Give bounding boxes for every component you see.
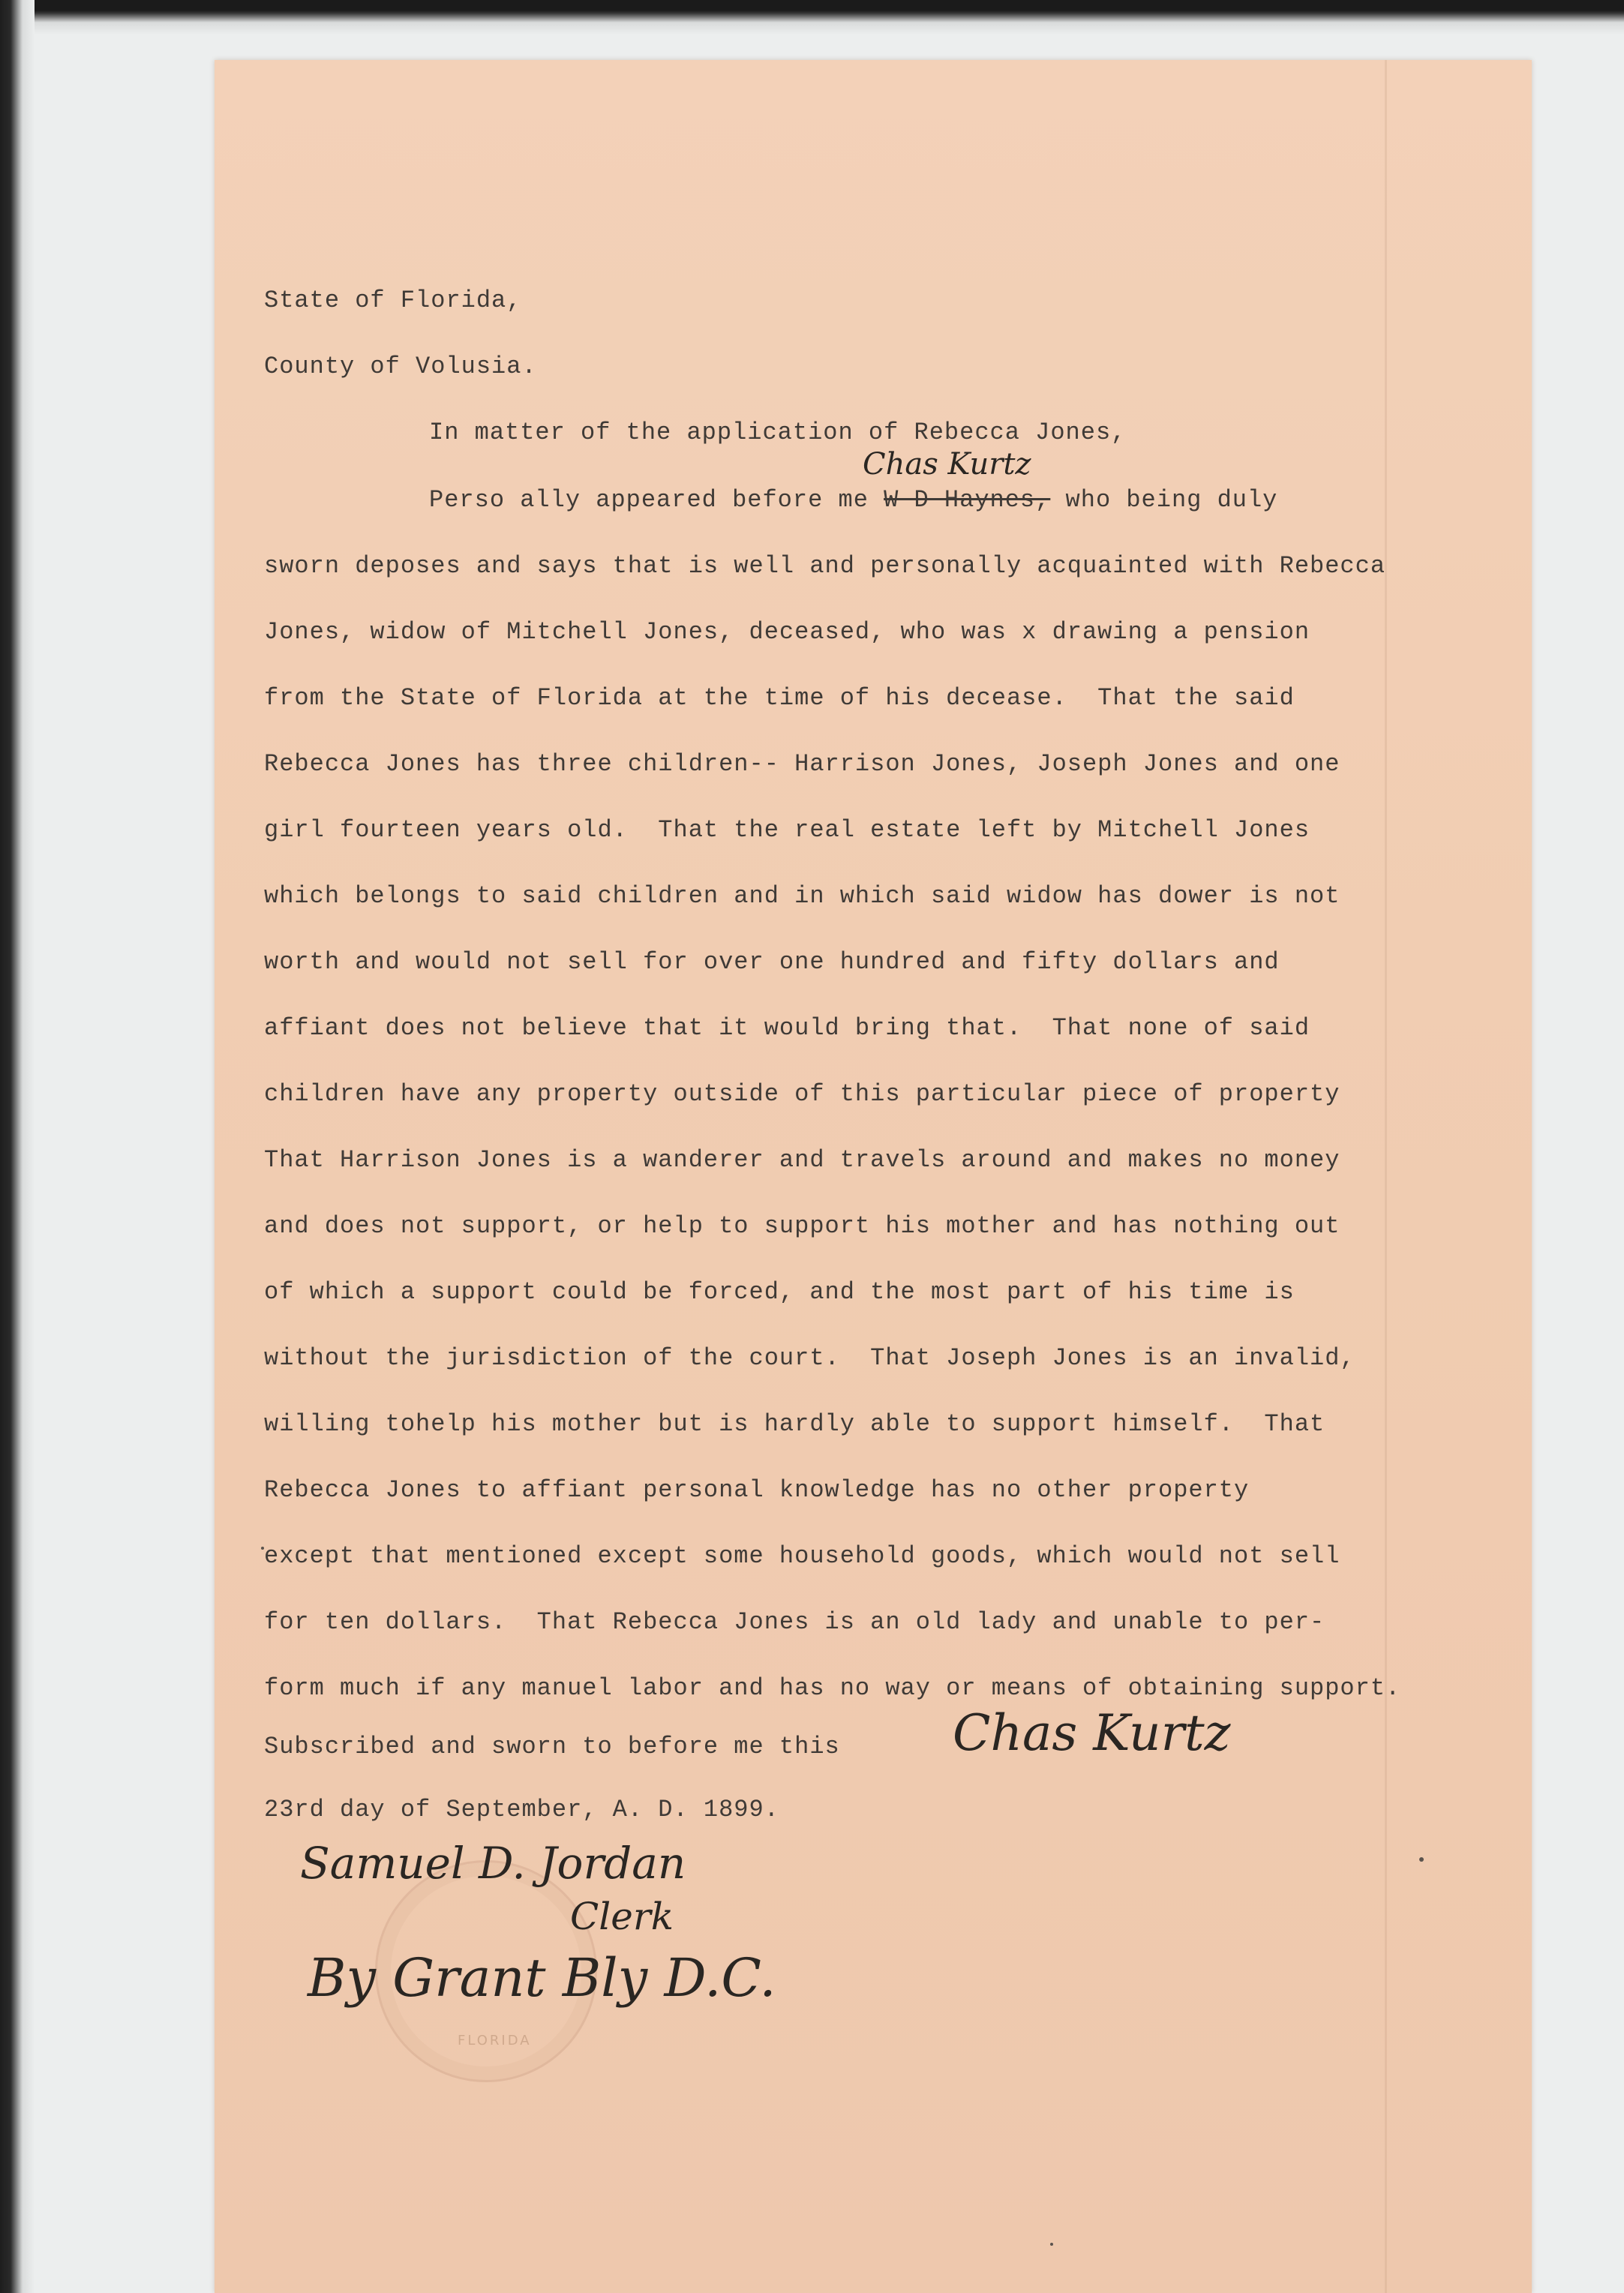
body-line: Rebecca Jones has three children-- Harrison Jones, Joseph Jones and one — [264, 750, 1340, 778]
paper-speck — [1419, 1857, 1424, 1862]
clerk-signature: Samuel D. Jordan — [300, 1838, 686, 1889]
appearance-after: who being duly — [1050, 486, 1278, 514]
body-line: Rebecca Jones to affiant personal knowledge has no other property — [264, 1476, 1250, 1504]
scan-left-edge — [0, 0, 35, 2293]
deputy-signature: By Grant Bly D.C. — [308, 1947, 776, 2009]
paper-speck — [1050, 2243, 1053, 2246]
body-line: sworn deposes and says that is well and personally acquainted with Rebecca — [264, 552, 1386, 580]
body-line: girl fourteen years old. That the real estate left by Mitchell Jones — [264, 816, 1310, 844]
appearance-line — [429, 486, 1277, 514]
state-line: State of Florida, — [264, 287, 522, 314]
clerk-title: Clerk — [570, 1895, 674, 1938]
body-line: affiant does not believe that it would bring that. That none of said — [264, 1014, 1310, 1042]
body-line: of which a support could be forced, and the most part of his time is — [264, 1278, 1295, 1306]
body-line: which belongs to said children and in which said widow has dower is not — [264, 882, 1340, 910]
body-line: from the State of Florida at the time of his decease. That the said — [264, 684, 1295, 712]
matter-line: In matter of the application of Rebecca Jones, — [429, 419, 1127, 446]
affiant-signature: Chas Kurtz — [953, 1704, 1231, 1762]
body-line: children have any property outside of this particular piece of property — [264, 1080, 1340, 1108]
date-line: 23rd day of September, A. D. 1899. — [264, 1796, 779, 1823]
body-line: and does not support, or help to support his mother and has nothing out — [264, 1212, 1340, 1240]
body-line: Jones, widow of Mitchell Jones, deceased, who was x drawing a pension — [264, 618, 1310, 646]
handwritten-name-insert: Chas Kurtz — [863, 447, 1031, 482]
body-line: willing tohelp his mother but is hardly able to support himself. That — [264, 1410, 1325, 1438]
paper-speck — [261, 1547, 264, 1550]
body-line: worth and would not sell for over one hundred and fifty dollars and — [264, 948, 1280, 976]
body-line: form much if any manuel labor and has no way or means of obtaining support. — [264, 1674, 1401, 1702]
seal-text: FLORIDA — [458, 2033, 532, 2048]
county-line: County of Volusia. — [264, 353, 537, 380]
body-line: without the jurisdiction of the court. That Joseph Jones is an invalid, — [264, 1344, 1355, 1372]
scan-top-edge — [0, 0, 1624, 35]
body-line: That Harrison Jones is a wanderer and travels around and makes no money — [264, 1146, 1340, 1174]
body-line: for ten dollars. That Rebecca Jones is an old lady and unable to per- — [264, 1608, 1325, 1636]
jurat-line: Subscribed and sworn to before me this — [264, 1733, 840, 1760]
body-line: except that mentioned except some household goods, which would not sell — [264, 1542, 1340, 1570]
struck-name: W D Haynes, — [884, 486, 1051, 514]
paper-fold-line — [1385, 60, 1387, 2293]
appearance-before: Perso ally appeared before me — [429, 486, 884, 514]
